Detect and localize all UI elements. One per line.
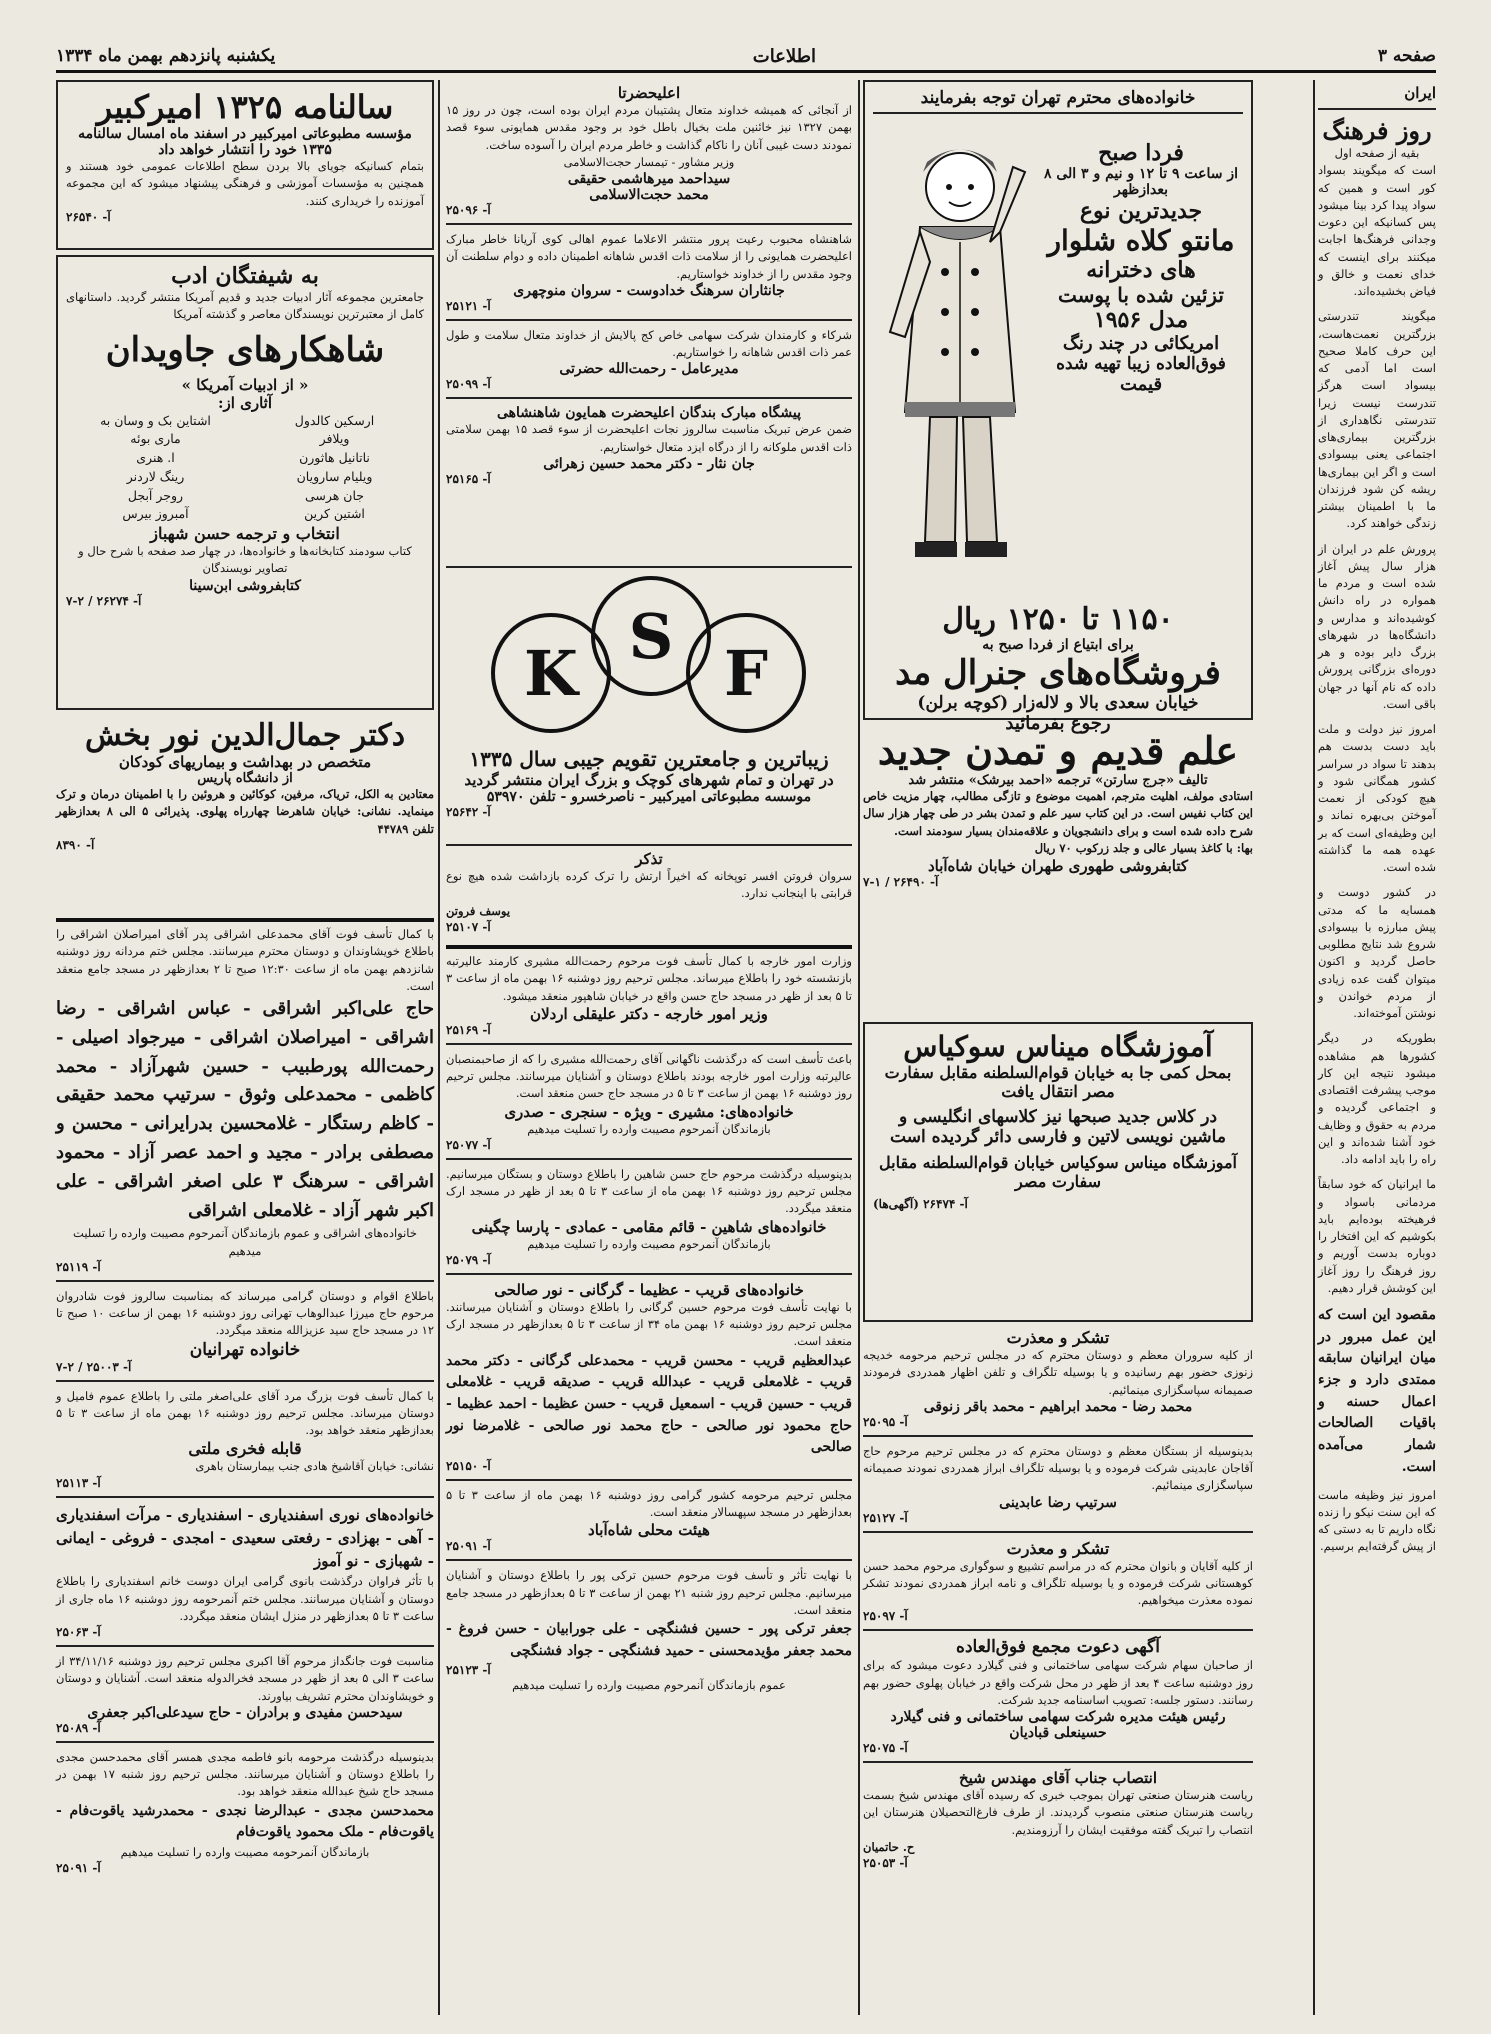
notice-text: با کمال تأسف فوت آقای محمدعلی اشراقی پدر آقای امیراصلان اشراقی را باطلاع خویشاوندان و دوستان محترم میرسانند. مجلس ختم مردانه روز دوشنبه شانزدهم بهمن ماه از ساعت ۱۲:۳۰ صبح تا ۲ بعدازظهر در مسجد جامع منعقد است. [56,927,434,993]
ad-code: آ- ۲۵۰۸۹ [56,1720,101,1735]
notice-signature: جان نثار - دکتر محمد حسین زهرائی [543,455,755,472]
article-paragraph: میگویند تندرستی بزرگترین نعمت‌هاست، این حرف کاملا صحیح است اما آدمی که بیسواد است هرگز تندرست نیست زیرا تندرستی نگاهداری از بزرگترین بیماری‌های اجتماعی یعنی بیسوادی است و اگر این بیماری‌ها ریشه کن شود فرزندان ما با اطمینان بیشتر زندگی خواهند کرد. [1318,309,1436,531]
notice-text: ریاست هنرستان صنعتی تهران بموجب خبری که رسیده آقای مهندس شیخ بسمت ریاست هنرستان صنعتی منصوب گردیدند. از طرف فارغ‌التحصیلان هنرستان این انتصاب را تبریک گفته موفقیت ایشان را آرزومندیم. [863,1788,1253,1837]
ad-code: آ- ۲۶۴۹۰ / ۱-۷ [863,875,939,889]
bookshop: کتابفروشی ابن‌سینا [189,577,301,594]
school-move-line: مصر انتقال یافت [1001,1082,1115,1101]
almanac-subtitle: مؤسسه مطبوعاتی امیرکبیر در اسفند ماه امسال سالنامه ۱۳۳۵ خود را انتشار خواهد داد [78,126,412,158]
calendar-title: زیباترین و جامعترین تقویم جیبی سال ۱۳۳۵ [469,747,829,771]
logo-letter-f: F [723,637,769,710]
lit-heading: به شیفتگان ادب [171,263,319,289]
article-paragraph: در کشور دوست و همسایه ما که مدتی پیش مبارزه با بیسوادی شروع شد نتایج مطلوبی حاصل گردید و اکنون میتوان گفت عده زیادی از مردم خواندن و نوشتن آموخته‌اند. [1318,885,1436,1020]
ad-code: آ- ۲۵۰۶۳ [56,1625,101,1640]
ad-code: آ- ۲۵۰۹۵ [863,1414,908,1429]
condolence-line: بازماندگان آنمرحوم مصیبت وارده را تسلیت میدهیم [527,1121,771,1136]
notice-signature: محمد رضا - محمد ابراهیم - محمد باقر زنوقی [923,1398,1193,1415]
notice-text: از کلیه آقایان و بانوان محترم که در مراسم تشییع و سوگواری مرحوم محمد حسن کوهستانی شرکت فرموده و یا بوسیله تلگراف و نامه ابراز همدردی نمودند تشکر نموده معذرت میخواهیم. [863,1558,1253,1607]
author: ناتانیل هاثورن [299,450,370,465]
ad-line: فردا صبح [1098,140,1184,166]
notice-text: با نهایت تأثر و تأسف فوت مرحوم حسین ترکی پور را باطلاع دوستان و آشنایان میرسانیم. مجلس ترحیم روز شنبه ۲۱ بهمن از ساعت ۳ تا ۵ بعدازظهر در مسجد جامع منعقد است. [446,1568,853,1617]
logo-letter-s: S [628,600,674,673]
calendar-line: در تهران و تمام شهرهای کوچک و بزرگ ایران منتشر گردید [464,771,834,789]
author-list [66,412,424,525]
notice-text: بدینوسیله درگذشت مرحومه بانو فاطمه مجدی همسر آقای محمدحسن مجدی را باطلاع دوستان و آشنایان میرسانند. مجلس ترحیم روز شنبه ۱۷ بهمن در مسجد حاج شیخ عبدالله منعقد خواهد بود. [56,1749,434,1799]
ad-code: آ- ۲۵۱۱۹ [56,1259,101,1274]
mourner-names: حاج علی‌اکبر اشراقی - عباس اشراقی - رضا اشراقی - امیراصلان اشراقی - میرجواد اصیلی - رحمت‌الله پورطبیب - حسین شهرآزاد - محمد کاظمی - محمدعلی وثوق - سرتیپ محمد حقیقی - کاظم رستگار - غلامحسین بدرایرانی - محسن و مصطفی برادر - مجید و احمد عصر آزاد - محمود اشراقی - سرهنگ ۳ علی اصغر اشراقی - علی اکبر شهر آزاد - غلامعلی اشراقی [56,998,434,1221]
notice-text: شرکاء و کارمندان شرکت سهامی خاص کج پالایش از خداوند متعال سلامت و طول عمر ذات اقدس شاهانه را خواستاریم. [446,327,852,359]
notice-title: آگهی دعوت مجمع فوق‌العاده [956,1637,1160,1658]
book-price: بها: با کاغذ بسیار عالی و جلد زرکوب ۷۰ ریال [1034,840,1253,855]
article-paragraph: بطوریکه در دیگر کشورها هم مشاهده میشود نتیجه این کار موجب پیشرفت اقتصادی و اجتماعی گردیده و مردم به حقوق و وظایف خود آشنا شده‌اند و این راه را باید ادامه داد. [1318,1031,1436,1166]
ad-code: آ- ۲۵۱۶۵ [446,471,491,486]
almanac-title: سالنامه ۱۳۲۵ امیرکبیر [96,88,394,126]
notice-title: تشکر و معذرت [1006,1538,1110,1558]
author: رینگ لاردنر [126,468,185,484]
notice-signature: خانواده‌های شاهین - قائم مقامی - عمادی - پارسا چگینی [471,1217,827,1236]
notice-signature: خانواده‌های: مشیری - ویژه - سنجری - صدری [504,1102,794,1121]
ad-code: آ- ۲۵۱۰۷ [446,919,491,934]
notice-text: با تأثر فراوان درگذشت بانوی گرامی ایران دوست خانم اسفندیاری را باطلاع دوستان و آشنایان میرسانند. مجلس ختم آنمرحومه روز دوشنبه ۱۶ ماه جاری از ساعت ۳ تا ۵ بعدازظهر در منزل ایشان منعقد میگردد. [56,1574,434,1623]
notice-title: انتصاب جناب آقای مهندس شیخ [958,1769,1158,1787]
ad-line: فوق‌العاده زیبا تهیه شده [1056,354,1226,374]
child-coat-illustration [875,132,1035,582]
ad-code: آ- ۲۵۰۹۶ [446,203,491,217]
doctor-university: از دانشگاه پاریس [197,771,293,786]
notice-signature: حسینعلی قبادیان [1009,1725,1107,1741]
notice-signature: محمد حجت‌الاسلامی [589,187,709,203]
royal-congratulations [446,84,852,564]
author: جان هرسی [304,487,365,503]
notice-text: بدینوسیله درگذشت مرحوم حاج حسن شاهین را باطلاع دوستان و بستگان میرسانیم. مجلس ترحیم روز دوشنبه ۱۶ بهمن ماه از ساعت ۳ تا ۵ بعد از ظهر در مسجد ارک منعقد میگردد. [446,1166,852,1216]
section-label: ایران [1404,84,1436,102]
notice-text: از آنجائی که همیشه خداوند متعال پشتیبان مردم ایران بوده است، چون در روز ۱۵ بهمن ۱۳۲۷ نیز خائنین ملت بخیال باطل خود بر وجود مقدس همایونی سوء قصد نمودند دست غیبی آنان را ناکام گذاشت و خاطر مردم ایران را آسوده ساخت. [446,103,852,152]
ad-code: آ- ۲۵۰۵۳ [863,1856,908,1870]
notice-text: وزارت امور خارجه با کمال تأسف فوت مرحوم رحمت‌الله مشیری کارمند عالیرتبه بازنشسته خود را باطلاع میرساند. مجلس ترحیم روز دوشنبه ۱۶ بهمن ماه از ساعت ۳ تا ۵ بعد از ظهر در مسجد حاج حسن واقع در خیابان شاهپور منعقد میشود. [446,954,852,1003]
ad-code: آ- ۲۵۰۹۱ [56,1861,101,1876]
notice-title: اعلیحضرتا [617,84,681,102]
school-classes: در کلاس جدید صبحها نیز کلاسهای انگلیسی و ماشین نویسی لاتین و فارسی دائر گردیده است [890,1107,1226,1147]
ad-code: آ- ۲۶۵۴۰ [66,209,111,224]
ad-code: آ- ۲۵۰۷۷ [446,1137,491,1152]
ad-text-block [1041,140,1241,395]
ad-code: آ- ۲۵۰۹۹ [446,377,491,392]
notice-text: از صاحبان سهام شرکت سهامی ساختمانی و فنی گیلارد دعوت میشود که برای روز دوشنبه ساعت ۴ بعد از ظهر در محل شرکت واقع در خیابان پهلوی حضور بهم رسانند. دستور جلسه: تصویب اساسنامه جدید شرکت. [863,1658,1254,1707]
book-ad [863,728,1253,1020]
ad-code: آ- ۲۵۱۱۳ [56,1475,101,1490]
lit-works-label: آثاری از: [217,393,273,412]
school-name: آموزشگاه میناس سوکیاس [903,1030,1213,1063]
notice-signature: سیداحمد میرهاشمی حقیقی [567,171,731,187]
notice-title: خانواده‌های قریب - عظیما - گرگانی - نور صالحی [494,1280,804,1299]
ad-footer [873,602,1243,734]
notice-text: باطلاع اقوام و دوستان گرامی میرساند که بمناسبت سالروز فوت شادروان مرحوم حاج میرزا عبدالوهاب تهرانی روز دوشنبه ۱۶ بهمن از ساعت ۱۰ صبح تا ۱۲ در مسجد حاج سید عزیزالله منعقد میگردد. [56,1288,434,1338]
ad-code: آ- ۲۵۱۶۹ [446,1022,491,1037]
notice-text: از کلیه سروران معظم و دوستان محترم که در مجلس ترحیم مرحومه خدیجه زنوزی حضور بهم رسانیده و یا بوسیله تلگراف و تلفن اظهار همدردی فرمودند صمیمانه سپاسگزاری مینمائیم. [863,1348,1253,1397]
condolence-line: عموم بازماندگان آنمرحوم مصیبت وارده را تسلیت میدهیم [512,1677,786,1692]
ad-code: آ- ۲۵۱۵۰ [446,1458,491,1473]
obituary-column-4 [56,918,434,2018]
notice-text: مجلس ترحیم مرحومه کشور گرامی روز دوشنبه ۱۶ بهمن ماه از ساعت ۳ تا ۵ بعدازظهر در مسجد سپهسالار منعقد است. [446,1487,852,1520]
notice-text: با کمال تأسف فوت بزرگ مرد آقای علی‌اصغر ملتی را باطلاع عموم فامیل و دوستان میرساند. مجلس ترحیم روز دوشنبه ۱۶ بهمن ماه از ساعت ۳ تا ۵ بعدازظهر منعقد خواهد بود. [56,1388,434,1438]
continued-note: بقیه از صفحه اول [1334,146,1420,160]
notice-signature: مدیرعامل - رحمت‌الله حضرتی [559,361,739,378]
fashion-store-ad [863,80,1253,734]
condolence-line: بازماندگان آنمرحوم مصیبت وارده را تسلیت میدهیم [527,1236,771,1251]
notice-title: تذکر [635,850,663,868]
store-name: فروشگاه‌های جنرال مد [895,653,1221,693]
notice-text: مناسبت فوت جانگداز مرحوم آقا اکبری مجلس ترحیم روز دوشنبه ۳۴/۱۱/۱۶ از ساعت ۳ الی ۵ بعد از ظهر در مسجد فخرالدوله منعقد است. آشنایان و دوستان و خویشاوندان محترم تشریف بیاورند. [56,1654,434,1703]
notice-signature: هیئت محلی شاه‌آباد [588,1521,710,1540]
page-number: صفحه ۳ [1377,46,1436,66]
ad-code: آ- ۲۵۰۹۱ [446,1539,491,1554]
column-divider [1313,80,1315,2015]
article-bold-paragraph: مقصود این است که این عمل مبرور در میان ایرانیان سابقه ممتدی دارد و جزء اعمال حسنه و باقیات الصالحات شمار می‌آمده است. [1318,1307,1436,1475]
store-address: خیابان سعدی بالا و لاله‌زار (کوچه برلن) [917,693,1199,713]
notice-signature: عبدالعظیم قریب - محسن قریب - محمدعلی گرگانی - دکتر محمد قریب - غلامعلی قریب - عبدالله قریب - صدیقه قریب - غلامعلی قریب - حسین قریب - اسمعیل قریب - حسن عظیما - احمد عظیما - حاج محمود نور صالحی - حاج محمد نور صالحی - غلامرضا نور صالحی [446,1352,852,1456]
column-divider [438,80,440,2015]
article-paragraph: ما ایرانیان که خود سابقاً مردمانی باسواد و فرهیخته بوده‌ایم باید بکوشیم که این افتخار را دوباره بدست آوریم و روز فرهنگ را روز آغاز این کوشش قرار دهیم. [1318,1177,1436,1295]
school-move-line: بمحل کمی جا به خیابان قوام‌السلطنه مقابل سفارت [884,1063,1232,1082]
ad-line: برای ابتیاع از فردا صبح به [982,637,1134,653]
author: آمبروز بیرس [122,506,189,522]
logo-letter-k: K [524,637,578,710]
ad-code: آ- ۲۶۲۷۴ / ۲-۷ [66,593,142,608]
article-title: روز فرهنگ [1322,116,1432,145]
book-description: استادی مولف، اهلیت مترجم، اهمیت موضوع و تازگی مطالب، چهار مزیت خاص این کتاب نفیس است. در این کتاب سیر علم و تمدن بشر در طی چهار هزار سال شرح داده شده است و برای دانشجویان و علاقه‌مندان بسیار سودمند است. [863,789,1253,838]
newspaper-name: اطلاعات [752,46,816,67]
reminder-notice [446,850,852,940]
doctor-ad [56,718,434,913]
obituary-column-3 [446,945,852,2018]
notice-signature: قابله فخری ملتی [188,1439,302,1459]
notice-signature: محمدحسن مجدی - عبدالرضا نجدی - محمدرشید یاقوت‌فام - یاقوت‌فام - ملک محمود یاقوت‌فام [56,1802,434,1841]
ad-line: از ساعت ۹ تا ۱۲ و نیم و ۳ الی ۸ بعدازظهر [1043,166,1239,198]
ksf-logo [446,568,852,743]
notice-signature: رئیس هیئت مدیره شرکت سهامی ساختمانی و فنی گیلارد [890,1709,1226,1725]
ad-code: آ- ۲۵۰۰۳ / ۲-۷ [56,1359,132,1374]
literature-book-ad [56,255,434,710]
lit-book-title: شاهکارهای جاویدان [105,329,385,370]
notice-title: خانواده‌های نوری اسفندیاری - اسفندیاری - مرآت اسفندیاری - آهی - بهزادی - رفعتی سعیدی - امجدی - فروغی - ایمانی - شهبازی - نو آموز [56,1505,434,1571]
notice-signature: سیدحسن مفیدی و برادران - حاج سیدعلی‌اکبر جعفری [87,1704,403,1721]
page-header [56,42,1436,73]
ad-line: امریکائی در چند رنگ [1062,333,1220,354]
notice-text: با نهایت تأسف فوت مرحوم حسین گرگانی را باطلاع دوستان و آشنایان میرسانند. مجلس ترحیم روز دوشنبه ۱۶ بهمن ماه ۳۴ از ساعت ۳ تا ۵ بعدازظهر در مسجد ارک منعقد است. [446,1299,853,1349]
lit-intro: جامعترین مجموعه آثار ادبیات جدید و قدیم آمریکا منتشر گردید. داستانهای کامل از معتبرترین نویسندگان معاصر و گذشته آمریکا [66,290,424,322]
issue-date: یکشنبه پانزدهم بهمن ماه ۱۳۳۴ [56,46,276,66]
author: روجر آبجل [127,487,184,503]
ad-code: آ- ۲۵۱۲۷ [863,1510,908,1525]
book-subtitle: تالیف «جرج سارتن» ترجمه «احمد بیرشک» منتشر شد [908,773,1208,788]
article-paragraph: است که میگویند بسواد کور است و همین که سواد پیدا کرد بینا میشود پس کسانیکه این دعوت وجدانی فرهنگ‌ها اجابت میکنند برای اینست که خدای نعمت و خالق و فیاض بخشیده‌اند. [1318,163,1436,298]
notice-text: ضمن عرض تبریک مناسبت سالروز نجات اعلیحضرت از سوء قصد ۱۵ بهمن سلامتی ذات اقدس ملوکانه را از درگاه ایزد متعال خواستاریم. [446,422,852,454]
article-paragraph: پرورش علم در ایران از هزار سال پیش آغاز شده است و مردم ما همواره در راه دانش کوشیده‌اند و مدارس و دانشگاه‌ها در شهرهای بزرگ دایر بوده و هر دوره‌ای بزرگانی پرورش داده که نام آنها در جهان باقی است. [1318,541,1436,711]
school-ad [863,1022,1253,1322]
article-paragraph: امروز نیز دولت و ملت باید دست بدست هم بدهند تا سواد در سراسر کشور همگانی شود و هیچ کودکی از نعمت آموختن بی‌بهره نماند و این وظیفه‌ای است که بر عهده همه ما گذاشته شده است. [1318,722,1436,874]
notice-title: پیشگاه مبارک بندگان اعلیحضرت همایون شاهنشاهی [496,405,802,422]
notice-signature: جعفر ترکی پور - حسین فشنگچی - علی جورابیان - حسن فروغ - محمد جعفر مؤیدمحسنی - حمید فشنگچی - جواد فشنگچی [446,1621,852,1659]
doctor-specialty: متخصص در بهداشت و بیماریهای کودکان [118,753,372,771]
column-divider [858,80,860,2015]
notice-signature: سرتیپ رضا عابدینی [999,1494,1117,1511]
school-address: آموزشگاه میناس سوکیاس خیابان قوام‌السلطنه مقابل سفارت مصر [879,1153,1237,1191]
editorial-column [1318,84,1436,2019]
notice-text: وزیر مشاور - تیمسار حجت‌الاسلامی [563,154,735,169]
ad-code: آ- ۲۶۴۷۴ (آگهی‌ها) [873,1197,968,1211]
almanac-ad [56,80,434,250]
book-title: علم قدیم و تمدن جدید [877,728,1239,773]
ad-line: جدیدترین نوع [1079,198,1203,224]
notice-signature: یوسف فروتن [446,903,511,918]
bookshop: کتابفروشی طهوری طهران خیابان شاه‌آباد [927,857,1189,875]
ad-code: آ- ۸۳۹۰ [56,837,95,852]
ad-line: مانتو کلاه شلوار [1047,224,1235,257]
condolence-line: بازماندگان آنمرحومه مصیبت وارده را تسلیت میدهیم [120,1845,370,1859]
notice-signature: خانواده تهرانیان [189,1339,301,1360]
ad-line: تزئین شده با پوست [1057,283,1224,307]
notice-text: باعث تأسف است که درگذشت ناگهانی آقای رحمت‌الله مشیری را که از صاحبمنصبان عالیرتبه وزارت امور خارجه بودند باطلاع دوستان و آشنایان میرسانند. مجلس ترحیم روز دوشنبه ۱۶ بهمن از ساعت ۳ تا ۵ در مسجد حاج حسن منعقد است. [446,1051,852,1101]
author: ا. هنری [136,450,175,465]
author: ویلیام سارویان [296,468,373,484]
notice-text: سروان فروتن افسر توپخانه که اخیراً ارتش را ترک کرده بازداشت شده هیچ نوع قرابتی با اینجانب ندارد. [446,869,852,901]
ad-line: های دخترانه [1086,257,1196,283]
notice-title: تشکر و معذرت [1006,1328,1110,1347]
ad-line: قیمت [1119,374,1163,395]
condolence-line: خانواده‌های اشراقی و عموم بازماندگان آنمرحوم مصیبت وارده را تسلیت میدهیم [73,1226,417,1258]
almanac-text: بتمام کسانیکه جویای بالا بردن سطح اطلاعات عمومی خود هستند و همچنین به مؤسسات آموزشی و فرهنگی پیشنهاد میشود که این مجموعه آموزنده را خریداری کنند. [66,159,424,208]
ad-code: آ- ۲۵۰۹۷ [863,1609,908,1624]
notice-signature: ح. حاتمیان [863,1839,915,1854]
calendar-ad [446,566,852,846]
notice-signature: جانثاران سرهنگ خدادوست - سروان منوچهری [513,282,785,299]
ad-code: آ- ۲۵۱۲۱ [446,298,491,313]
translator: انتخاب و ترجمه حسن شهباز [150,524,340,543]
notice-text: شاهنشاه محبوب رعیت پرور منتشر الاعلاما عموم اهالی کوی آریانا خاطر مبارک اعلیحضرت همایونی را از سلامت ذات اقدس شاهانه اطمینان داده و دوام سلطنت آن وجود مقدس را از خداوند خواستاریم. [446,232,852,281]
ad-code: آ- ۲۵۶۴۲ [446,805,491,819]
ad-code: آ- ۲۵۱۲۳ [446,1662,491,1677]
price: ۱۱۵۰ تا ۱۲۵۰ ریال [942,602,1174,637]
notices-column-2 [863,1328,1253,2018]
doctor-details: معتادین به الکل، تریاک، مرفین، کوکائین و هروئین را با اطمینان درمان و ترک مینماید. نشانی: خیابان شاهرضا چهارراه پهلوی. پذیرائی ۵ الی ۸ بعدازظهر تلفن ۴۴۷۸۹ [56,787,434,836]
ad-code: آ- ۲۵۰۷۹ [446,1252,491,1267]
author: ماری بوئه [130,431,181,447]
article-paragraph: امروز نیز وظیفه ماست که این سنت نیکو را زنده نگاه داریم تا به دستی که از پیش گرفته‌ایم برسیم. [1318,1487,1436,1554]
calendar-line: موسسه مطبوعاتی امیرکبیر - ناصرخسرو - تلفن ۵۳۹۷۰ [486,789,812,805]
author: اشتین کرین [304,506,365,522]
author: ارسکین کالدول [294,412,375,428]
ad-line: مدل ۱۹۵۶ [1093,307,1189,333]
ad-line: رجوع بفرمائید [1005,713,1111,734]
author: ویلافر [319,431,350,447]
ad-headline: خانواده‌های محترم تهران توجه بفرمایند [873,88,1243,114]
lit-subtitle: « از ادبیات آمریکا » [181,375,309,394]
author: اشتاین بک و وسان به [100,412,211,428]
notice-signature: وزیر امور خارجه - دکتر علیقلی اردلان [530,1004,768,1023]
lit-description: کتاب سودمند کتابخانه‌ها و خانواده‌ها، در چهار صد صفحه با شرح حال و تصاویر نویسندگان [78,544,412,576]
notice-text: بدینوسیله از بستگان معظم و دوستان محترم که در مجلس ترحیم مرحوم حاج آقاجان عابدینی شرکت فرموده و یا بوسیله تلگراف ابراز همدردی نمودند صمیمانه سپاسگزاری مینمائیم. [863,1443,1253,1493]
doctor-name: دکتر جمال‌الدین نور بخش [84,718,406,753]
ad-code: آ- ۲۵۰۷۵ [863,1741,908,1755]
notice-address: نشانی: خیابان آقاشیخ هادی جنب بیمارستان باهری [195,1459,434,1474]
